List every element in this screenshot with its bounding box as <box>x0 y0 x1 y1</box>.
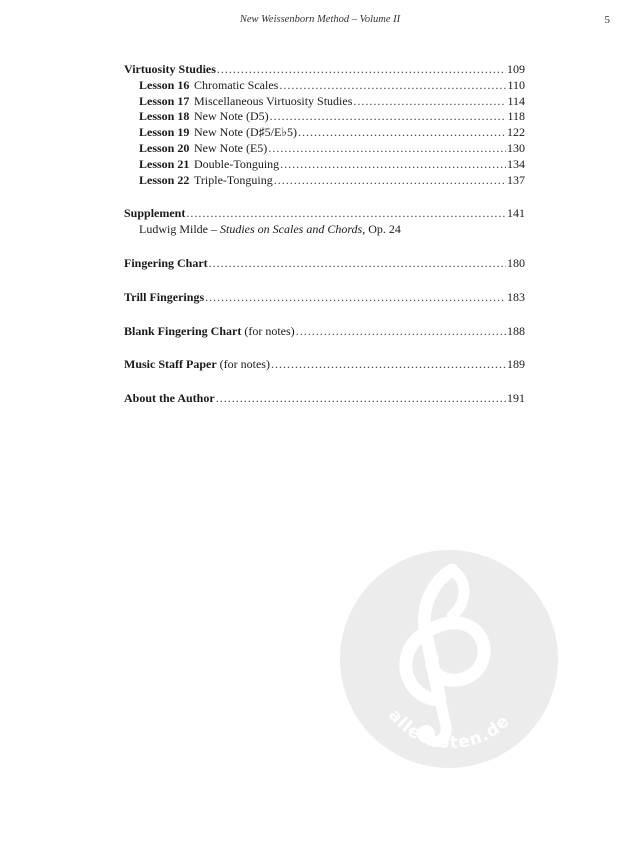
toc-entry-page: 191 <box>507 391 525 406</box>
lesson-page: 137 <box>507 172 525 187</box>
lesson-title: Chromatic Scales <box>194 77 279 92</box>
lesson-title: New Note (D5) <box>194 109 269 124</box>
toc-entry-music-staff-paper[interactable] <box>124 357 525 373</box>
section-gap <box>124 373 525 391</box>
lesson-title: Miscellaneous Virtuosity Studies <box>194 93 353 108</box>
dot-leader <box>274 173 506 189</box>
toc-entry-fingering-chart[interactable] <box>124 256 525 272</box>
lesson-title: New Note (E5) <box>194 140 268 155</box>
lesson-number: Lesson 17 <box>139 93 190 108</box>
toc-entry-about-the-author[interactable] <box>124 391 525 407</box>
toc-entry-trill-fingerings[interactable] <box>124 290 525 306</box>
toc-entry-page: 189 <box>507 357 525 372</box>
toc-entry-page: 180 <box>507 255 525 270</box>
toc-entry-page: 141 <box>507 206 525 221</box>
dot-leader <box>205 290 506 306</box>
dot-leader <box>298 125 506 141</box>
toc-lesson-18[interactable] <box>124 109 525 125</box>
lesson-number: Lesson 18 <box>139 109 190 124</box>
toc-entry-title: About the Author <box>124 391 215 406</box>
lesson-number: Lesson 16 <box>139 77 190 92</box>
supplement-author: Ludwig Milde – <box>139 222 220 237</box>
section-gap <box>124 272 525 290</box>
toc-entry-title: Blank Fingering Chart <box>124 323 242 338</box>
toc-entry-page: 188 <box>507 323 525 338</box>
dot-leader <box>296 324 506 340</box>
lesson-page: 114 <box>507 93 525 108</box>
dot-leader <box>217 62 506 78</box>
toc-entry-title: Fingering Chart <box>124 255 208 270</box>
lesson-title: Double-Tonguing <box>194 156 280 171</box>
lesson-page: 110 <box>507 77 525 92</box>
toc-entry-page: 109 <box>507 62 525 76</box>
supplement-note <box>124 222 525 238</box>
lesson-page: 118 <box>507 109 525 124</box>
toc-entry-virtuosity-studies[interactable] <box>124 62 525 78</box>
toc-entry-title: Trill Fingerings <box>124 289 205 304</box>
toc-lesson-17[interactable] <box>124 94 525 110</box>
toc-entry-suffix: (for notes) <box>241 323 295 338</box>
lesson-number: Lesson 20 <box>139 140 190 155</box>
lesson-title: New Note (D♯5/E♭5) <box>194 125 297 140</box>
lesson-number: Lesson 21 <box>139 156 190 171</box>
toc-lesson-16[interactable] <box>124 78 525 94</box>
toc-lesson-22[interactable] <box>124 173 525 189</box>
supplement-work: Studies on Scales and Chords, <box>220 222 366 237</box>
toc-lesson-20[interactable] <box>124 141 525 157</box>
dot-leader <box>279 78 506 94</box>
toc-lesson-19[interactable] <box>124 125 525 141</box>
toc-entry-suffix: (for notes) <box>216 357 270 372</box>
lesson-page: 130 <box>507 140 525 155</box>
dot-leader <box>280 157 506 173</box>
watermark-text: alle-noten.de <box>384 705 515 754</box>
dot-leader <box>186 206 506 222</box>
toc-entry-supplement[interactable] <box>124 206 525 222</box>
lesson-number: Lesson 19 <box>139 125 190 140</box>
toc-entry-blank-fingering-chart[interactable] <box>124 324 525 340</box>
toc-lesson-21[interactable] <box>124 157 525 173</box>
dot-leader <box>268 141 506 157</box>
running-header: New Weissenborn Method – Volume II <box>239 14 401 25</box>
section-gap <box>124 339 525 357</box>
page-number: 5 <box>604 14 610 26</box>
toc-entry-title: Music Staff Paper <box>124 357 217 372</box>
dot-leader <box>353 94 506 110</box>
dot-leader <box>216 391 506 407</box>
table-of-contents <box>124 62 525 407</box>
lesson-page: 122 <box>507 125 525 140</box>
dot-leader <box>270 109 507 125</box>
section-gap <box>124 238 525 256</box>
watermark-treble-clef-logo <box>340 550 558 768</box>
section-gap <box>124 306 525 324</box>
dot-leader <box>209 256 506 272</box>
toc-entry-title: Virtuosity Studies <box>124 62 216 76</box>
toc-entry-page: 183 <box>507 289 525 304</box>
lesson-number: Lesson 22 <box>139 172 190 187</box>
supplement-opus: Op. 24 <box>365 222 401 237</box>
treble-clef-icon <box>340 550 558 768</box>
lesson-title: Triple-Tonguing <box>194 172 273 187</box>
dot-leader <box>271 357 506 373</box>
toc-entry-title: Supplement <box>124 206 186 221</box>
lesson-page: 134 <box>507 156 525 171</box>
section-gap <box>124 188 525 206</box>
